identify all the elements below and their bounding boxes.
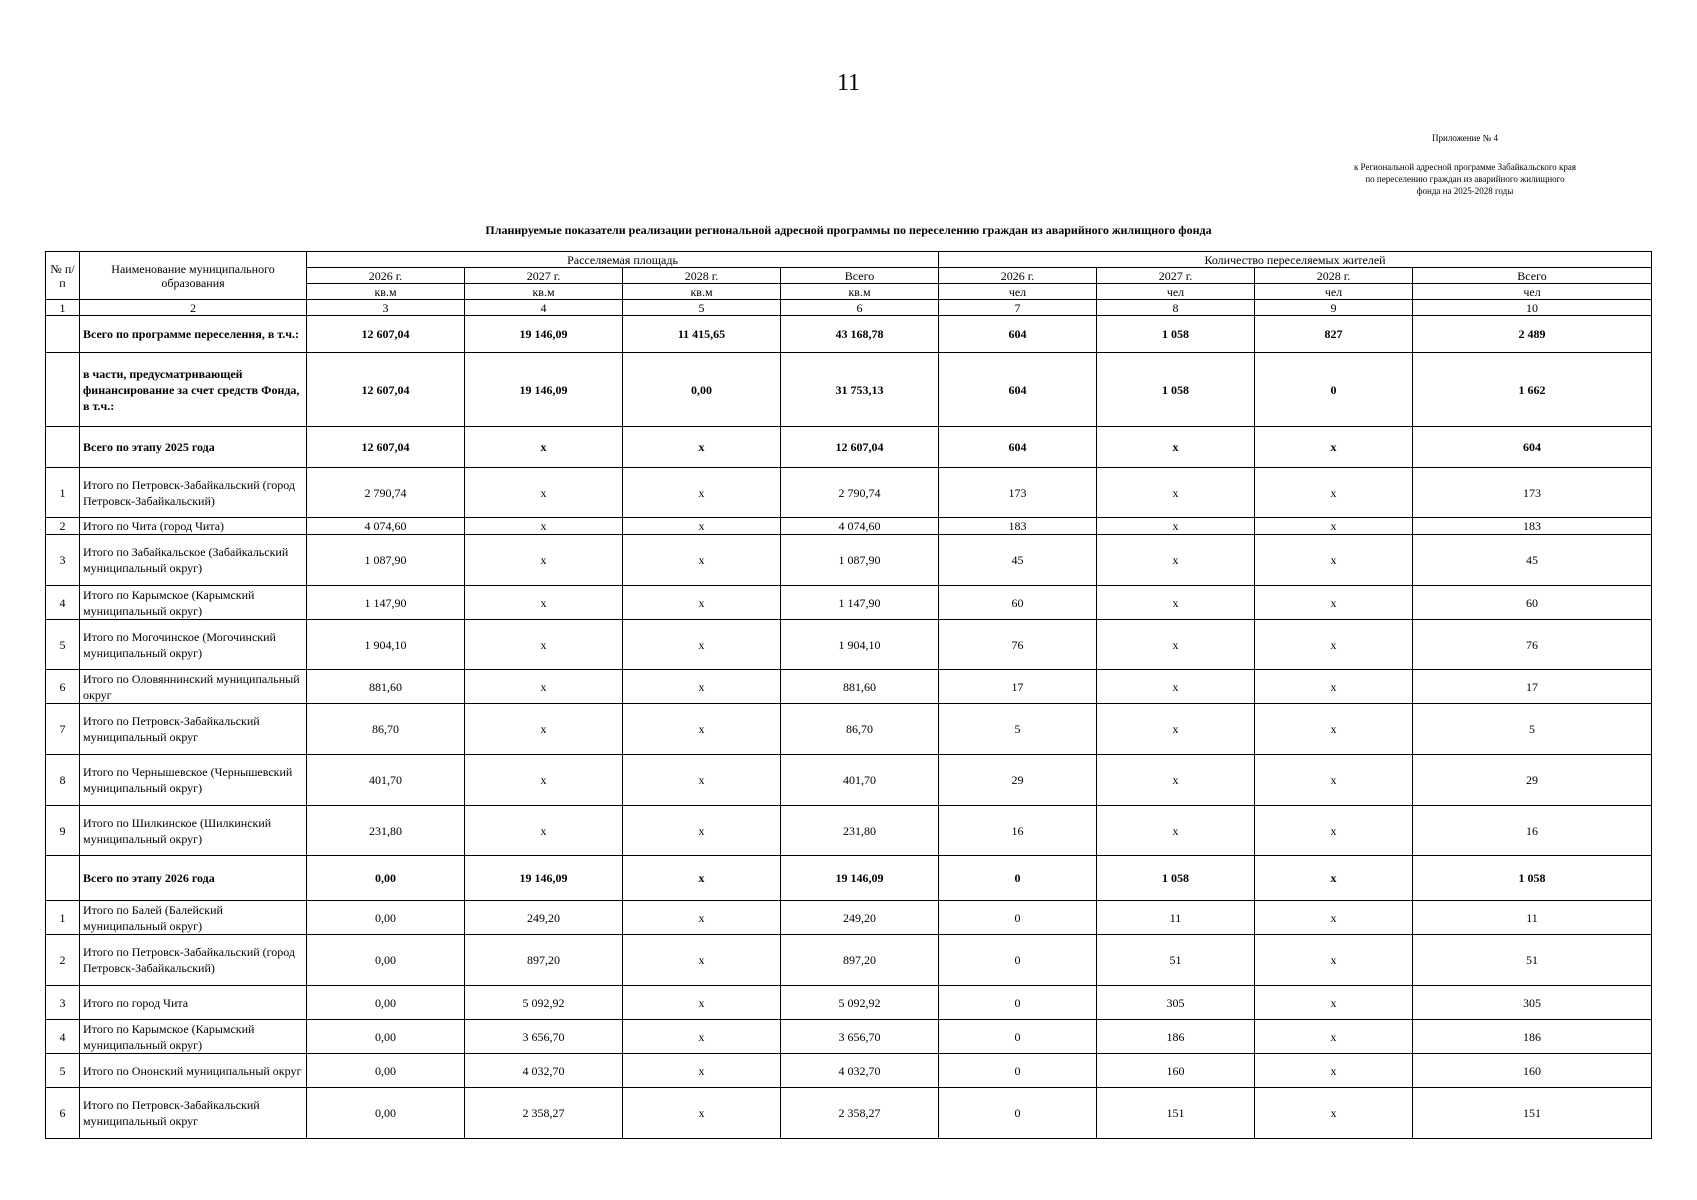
area-value-cell: 1 087,90 bbox=[307, 535, 465, 586]
header-people-year: 2028 г. bbox=[1255, 268, 1413, 284]
municipality-name: Итого по Чернышевское (Чернышевский муниципальный округ) bbox=[80, 755, 307, 806]
people-value-cell: x bbox=[1255, 1020, 1413, 1054]
area-value-cell: x bbox=[623, 427, 781, 468]
people-value-cell: 0 bbox=[939, 856, 1097, 901]
row-number: 5 bbox=[46, 620, 80, 670]
area-value-cell: x bbox=[465, 535, 623, 586]
header-unit: кв.м bbox=[623, 284, 781, 300]
people-value-cell: x bbox=[1097, 704, 1255, 755]
municipality-name: Всего по этапу 2025 года bbox=[80, 427, 307, 468]
table-row bbox=[46, 586, 1652, 620]
row-number: 3 bbox=[46, 986, 80, 1020]
area-value-cell: 2 358,27 bbox=[781, 1088, 939, 1139]
area-value-cell: 249,20 bbox=[465, 901, 623, 935]
people-value-cell: x bbox=[1097, 535, 1255, 586]
area-value-cell: 1 904,10 bbox=[307, 620, 465, 670]
area-value-cell: x bbox=[465, 620, 623, 670]
people-value-cell: 1 058 bbox=[1097, 353, 1255, 427]
header-unit: чел bbox=[1413, 284, 1652, 300]
people-value-cell: x bbox=[1255, 427, 1413, 468]
table-row bbox=[46, 353, 1652, 427]
municipality-name: Всего по программе переселения, в т.ч.: bbox=[80, 316, 307, 353]
people-value-cell: 305 bbox=[1413, 986, 1652, 1020]
people-value-cell: 29 bbox=[939, 755, 1097, 806]
area-value-cell: x bbox=[623, 856, 781, 901]
people-value-cell: 0 bbox=[1255, 353, 1413, 427]
area-value-cell: x bbox=[623, 518, 781, 535]
row-number: 7 bbox=[46, 704, 80, 755]
municipality-name: Итого по город Чита bbox=[80, 986, 307, 1020]
area-value-cell: 19 146,09 bbox=[465, 353, 623, 427]
people-value-cell: 51 bbox=[1413, 935, 1652, 986]
indicators-table bbox=[45, 251, 1652, 1139]
area-value-cell: 2 790,74 bbox=[307, 468, 465, 518]
municipality-name: Итого по Ононский муниципальный округ bbox=[80, 1054, 307, 1088]
row-number: 5 bbox=[46, 1054, 80, 1088]
area-value-cell: 4 074,60 bbox=[307, 518, 465, 535]
area-value-cell: 249,20 bbox=[781, 901, 939, 935]
people-value-cell: 1 058 bbox=[1097, 316, 1255, 353]
table-row bbox=[46, 1054, 1652, 1088]
area-value-cell: 881,60 bbox=[781, 670, 939, 704]
people-value-cell: 11 bbox=[1413, 901, 1652, 935]
people-value-cell: 17 bbox=[1413, 670, 1652, 704]
people-value-cell: x bbox=[1255, 535, 1413, 586]
column-number: 9 bbox=[1255, 300, 1413, 316]
people-value-cell: 11 bbox=[1097, 901, 1255, 935]
people-value-cell: 186 bbox=[1097, 1020, 1255, 1054]
appendix-note bbox=[1295, 132, 1635, 197]
header-name: Наименование муниципального образования bbox=[80, 252, 307, 300]
people-value-cell: 5 bbox=[939, 704, 1097, 755]
area-value-cell: x bbox=[623, 986, 781, 1020]
area-value-cell: 1 087,90 bbox=[781, 535, 939, 586]
people-value-cell: 1 058 bbox=[1097, 856, 1255, 901]
people-value-cell: x bbox=[1255, 806, 1413, 856]
area-value-cell: 5 092,92 bbox=[465, 986, 623, 1020]
area-value-cell: 19 146,09 bbox=[465, 856, 623, 901]
column-number: 6 bbox=[781, 300, 939, 316]
header-area-group: Расселяемая площадь bbox=[307, 252, 939, 268]
people-value-cell: 0 bbox=[939, 986, 1097, 1020]
column-number: 10 bbox=[1413, 300, 1652, 316]
people-value-cell: x bbox=[1255, 620, 1413, 670]
area-value-cell: x bbox=[623, 586, 781, 620]
municipality-name: Итого по Балей (Балейский муниципальный округ) bbox=[80, 901, 307, 935]
people-value-cell: 604 bbox=[939, 316, 1097, 353]
people-value-cell: 186 bbox=[1413, 1020, 1652, 1054]
municipality-name: Итого по Оловяннинский муниципальный округ bbox=[80, 670, 307, 704]
row-number bbox=[46, 316, 80, 353]
people-value-cell: 604 bbox=[1413, 427, 1652, 468]
area-value-cell: x bbox=[465, 518, 623, 535]
people-value-cell: 51 bbox=[1097, 935, 1255, 986]
municipality-name: Итого по Шилкинское (Шилкинский муниципальный округ) bbox=[80, 806, 307, 856]
area-value-cell: x bbox=[465, 704, 623, 755]
people-value-cell: x bbox=[1097, 670, 1255, 704]
area-value-cell: 897,20 bbox=[465, 935, 623, 986]
people-value-cell: 151 bbox=[1413, 1088, 1652, 1139]
area-value-cell: 3 656,70 bbox=[465, 1020, 623, 1054]
area-value-cell: 4 074,60 bbox=[781, 518, 939, 535]
people-value-cell: 604 bbox=[939, 427, 1097, 468]
people-value-cell: x bbox=[1097, 468, 1255, 518]
area-value-cell: x bbox=[623, 1054, 781, 1088]
people-value-cell: x bbox=[1255, 518, 1413, 535]
people-value-cell: x bbox=[1097, 518, 1255, 535]
table-row bbox=[46, 1020, 1652, 1054]
municipality-name: в части, предусматривающей финансирование за счет средств Фонда, в т.ч.: bbox=[80, 353, 307, 427]
table-row bbox=[46, 856, 1652, 901]
header-people-year: Всего bbox=[1413, 268, 1652, 284]
area-value-cell: x bbox=[623, 901, 781, 935]
area-value-cell: 86,70 bbox=[307, 704, 465, 755]
people-value-cell: 0 bbox=[939, 1054, 1097, 1088]
table-row bbox=[46, 704, 1652, 755]
area-value-cell: 43 168,78 bbox=[781, 316, 939, 353]
header-unit: кв.м bbox=[465, 284, 623, 300]
people-value-cell: 0 bbox=[939, 1088, 1097, 1139]
table-row bbox=[46, 535, 1652, 586]
row-number: 4 bbox=[46, 586, 80, 620]
area-value-cell: x bbox=[623, 1088, 781, 1139]
row-number bbox=[46, 353, 80, 427]
people-value-cell: x bbox=[1255, 856, 1413, 901]
header-people-year: 2027 г. bbox=[1097, 268, 1255, 284]
people-value-cell: 827 bbox=[1255, 316, 1413, 353]
table-row bbox=[46, 316, 1652, 353]
row-number bbox=[46, 427, 80, 468]
people-value-cell: 604 bbox=[939, 353, 1097, 427]
people-value-cell: x bbox=[1097, 586, 1255, 620]
people-value-cell: 16 bbox=[1413, 806, 1652, 856]
people-value-cell: 45 bbox=[1413, 535, 1652, 586]
area-value-cell: x bbox=[623, 620, 781, 670]
table-row bbox=[46, 670, 1652, 704]
area-value-cell: 0,00 bbox=[307, 1054, 465, 1088]
people-value-cell: x bbox=[1255, 704, 1413, 755]
column-number: 1 bbox=[46, 300, 80, 316]
row-number: 6 bbox=[46, 670, 80, 704]
municipality-name: Итого по Карымское (Карымский муниципальный округ) bbox=[80, 586, 307, 620]
area-value-cell: x bbox=[623, 755, 781, 806]
header-people-year: 2026 г. bbox=[939, 268, 1097, 284]
header-area-year: 2026 г. bbox=[307, 268, 465, 284]
area-value-cell: 897,20 bbox=[781, 935, 939, 986]
people-value-cell: x bbox=[1255, 1088, 1413, 1139]
people-value-cell: 76 bbox=[939, 620, 1097, 670]
appendix-line: по переселению граждан из аварийного жилищного bbox=[1365, 174, 1565, 184]
people-value-cell: 151 bbox=[1097, 1088, 1255, 1139]
area-value-cell: 231,80 bbox=[781, 806, 939, 856]
area-value-cell: 1 904,10 bbox=[781, 620, 939, 670]
municipality-name: Всего по этапу 2026 года bbox=[80, 856, 307, 901]
area-value-cell: 1 147,90 bbox=[307, 586, 465, 620]
area-value-cell: 11 415,65 bbox=[623, 316, 781, 353]
table-row bbox=[46, 935, 1652, 986]
area-value-cell: 0,00 bbox=[307, 856, 465, 901]
area-value-cell: x bbox=[623, 1020, 781, 1054]
table-row bbox=[46, 468, 1652, 518]
people-value-cell: 76 bbox=[1413, 620, 1652, 670]
municipality-name: Итого по Могочинское (Могочинский муниципальный округ) bbox=[80, 620, 307, 670]
row-number: 1 bbox=[46, 468, 80, 518]
column-number: 7 bbox=[939, 300, 1097, 316]
column-number: 3 bbox=[307, 300, 465, 316]
people-value-cell: x bbox=[1097, 620, 1255, 670]
area-value-cell: x bbox=[465, 755, 623, 806]
area-value-cell: x bbox=[465, 468, 623, 518]
people-value-cell: x bbox=[1255, 986, 1413, 1020]
municipality-name: Итого по Петровск-Забайкальский (город Петровск-Забайкальский) bbox=[80, 468, 307, 518]
column-number: 4 bbox=[465, 300, 623, 316]
area-value-cell: 12 607,04 bbox=[307, 427, 465, 468]
people-value-cell: 0 bbox=[939, 935, 1097, 986]
area-value-cell: x bbox=[465, 806, 623, 856]
row-number: 4 bbox=[46, 1020, 80, 1054]
area-value-cell: 0,00 bbox=[623, 353, 781, 427]
document-title: Планируемые показатели реализации региональной адресной программы по переселению граждан из аварийного жилищного фонда bbox=[485, 223, 1212, 237]
people-value-cell: x bbox=[1255, 901, 1413, 935]
area-value-cell: x bbox=[623, 535, 781, 586]
row-number: 1 bbox=[46, 901, 80, 935]
people-value-cell: x bbox=[1255, 935, 1413, 986]
table-row bbox=[46, 1088, 1652, 1139]
header-area-year: 2027 г. bbox=[465, 268, 623, 284]
area-value-cell: x bbox=[465, 586, 623, 620]
people-value-cell: 2 489 bbox=[1413, 316, 1652, 353]
area-value-cell: x bbox=[465, 427, 623, 468]
appendix-line: к Региональной адресной программе Забайкальского края bbox=[1353, 162, 1577, 172]
municipality-name: Итого по Чита (город Чита) bbox=[80, 518, 307, 535]
people-value-cell: 160 bbox=[1097, 1054, 1255, 1088]
row-number: 6 bbox=[46, 1088, 80, 1139]
people-value-cell: x bbox=[1255, 586, 1413, 620]
area-value-cell: 12 607,04 bbox=[307, 353, 465, 427]
table-row bbox=[46, 901, 1652, 935]
area-value-cell: 3 656,70 bbox=[781, 1020, 939, 1054]
table-row bbox=[46, 986, 1652, 1020]
area-value-cell: 881,60 bbox=[307, 670, 465, 704]
people-value-cell: 17 bbox=[939, 670, 1097, 704]
header-unit: кв.м bbox=[781, 284, 939, 300]
people-value-cell: 173 bbox=[939, 468, 1097, 518]
area-value-cell: 0,00 bbox=[307, 1020, 465, 1054]
area-value-cell: x bbox=[623, 935, 781, 986]
area-value-cell: 12 607,04 bbox=[781, 427, 939, 468]
people-value-cell: 0 bbox=[939, 901, 1097, 935]
header-num: № п/п bbox=[46, 252, 80, 300]
row-number: 3 bbox=[46, 535, 80, 586]
area-value-cell: 0,00 bbox=[307, 901, 465, 935]
area-value-cell: 86,70 bbox=[781, 704, 939, 755]
row-number: 2 bbox=[46, 518, 80, 535]
people-value-cell: 45 bbox=[939, 535, 1097, 586]
people-value-cell: 0 bbox=[939, 1020, 1097, 1054]
people-value-cell: 1 662 bbox=[1413, 353, 1652, 427]
area-value-cell: 401,70 bbox=[307, 755, 465, 806]
people-value-cell: x bbox=[1097, 427, 1255, 468]
table-row bbox=[46, 427, 1652, 468]
area-value-cell: 4 032,70 bbox=[781, 1054, 939, 1088]
people-value-cell: 5 bbox=[1413, 704, 1652, 755]
people-value-cell: 29 bbox=[1413, 755, 1652, 806]
people-value-cell: x bbox=[1097, 806, 1255, 856]
people-value-cell: 160 bbox=[1413, 1054, 1652, 1088]
people-value-cell: x bbox=[1255, 468, 1413, 518]
appendix-line: фонда на 2025-2028 годы bbox=[1416, 186, 1514, 196]
row-number: 8 bbox=[46, 755, 80, 806]
area-value-cell: 2 790,74 bbox=[781, 468, 939, 518]
page-number: 11 bbox=[836, 70, 861, 96]
area-value-cell: 19 146,09 bbox=[781, 856, 939, 901]
area-value-cell: x bbox=[623, 468, 781, 518]
area-value-cell: 401,70 bbox=[781, 755, 939, 806]
column-number: 8 bbox=[1097, 300, 1255, 316]
people-value-cell: x bbox=[1255, 1054, 1413, 1088]
area-value-cell: 0,00 bbox=[307, 1088, 465, 1139]
area-value-cell: 5 092,92 bbox=[781, 986, 939, 1020]
area-value-cell: x bbox=[465, 670, 623, 704]
column-number: 2 bbox=[80, 300, 307, 316]
area-value-cell: 0,00 bbox=[307, 935, 465, 986]
row-number bbox=[46, 856, 80, 901]
row-number: 9 bbox=[46, 806, 80, 856]
header-area-year: 2028 г. bbox=[623, 268, 781, 284]
municipality-name: Итого по Петровск-Забайкальский муниципальный округ bbox=[80, 704, 307, 755]
area-value-cell: 31 753,13 bbox=[781, 353, 939, 427]
people-value-cell: x bbox=[1255, 755, 1413, 806]
people-value-cell: x bbox=[1097, 755, 1255, 806]
area-value-cell: 19 146,09 bbox=[465, 316, 623, 353]
people-value-cell: 183 bbox=[939, 518, 1097, 535]
people-value-cell: 183 bbox=[1413, 518, 1652, 535]
area-value-cell: 231,80 bbox=[307, 806, 465, 856]
people-value-cell: 60 bbox=[1413, 586, 1652, 620]
area-value-cell: x bbox=[623, 806, 781, 856]
area-value-cell: x bbox=[623, 704, 781, 755]
header-area-year: Всего bbox=[781, 268, 939, 284]
row-number: 2 bbox=[46, 935, 80, 986]
people-value-cell: 305 bbox=[1097, 986, 1255, 1020]
table-row bbox=[46, 755, 1652, 806]
area-value-cell: 1 147,90 bbox=[781, 586, 939, 620]
municipality-name: Итого по Карымское (Карымский муниципальный округ) bbox=[80, 1020, 307, 1054]
area-value-cell: 2 358,27 bbox=[465, 1088, 623, 1139]
municipality-name: Итого по Петровск-Забайкальский муниципальный округ bbox=[80, 1088, 307, 1139]
header-people-group: Количество переселяемых жителей bbox=[939, 252, 1652, 268]
header-unit: чел bbox=[1255, 284, 1413, 300]
table-row bbox=[46, 518, 1652, 535]
area-value-cell: 4 032,70 bbox=[465, 1054, 623, 1088]
municipality-name: Итого по Забайкальское (Забайкальский муниципальный округ) bbox=[80, 535, 307, 586]
area-value-cell: x bbox=[623, 670, 781, 704]
table-row bbox=[46, 620, 1652, 670]
area-value-cell: 12 607,04 bbox=[307, 316, 465, 353]
people-value-cell: 16 bbox=[939, 806, 1097, 856]
area-value-cell: 0,00 bbox=[307, 986, 465, 1020]
people-value-cell: 1 058 bbox=[1413, 856, 1652, 901]
header-unit: кв.м bbox=[307, 284, 465, 300]
people-value-cell: 60 bbox=[939, 586, 1097, 620]
people-value-cell: x bbox=[1255, 670, 1413, 704]
appendix-title: Приложение № 4 bbox=[1432, 133, 1498, 143]
header-unit: чел bbox=[939, 284, 1097, 300]
header-unit: чел bbox=[1097, 284, 1255, 300]
column-number: 5 bbox=[623, 300, 781, 316]
people-value-cell: 173 bbox=[1413, 468, 1652, 518]
municipality-name: Итого по Петровск-Забайкальский (город Петровск-Забайкальский) bbox=[80, 935, 307, 986]
table-row bbox=[46, 806, 1652, 856]
